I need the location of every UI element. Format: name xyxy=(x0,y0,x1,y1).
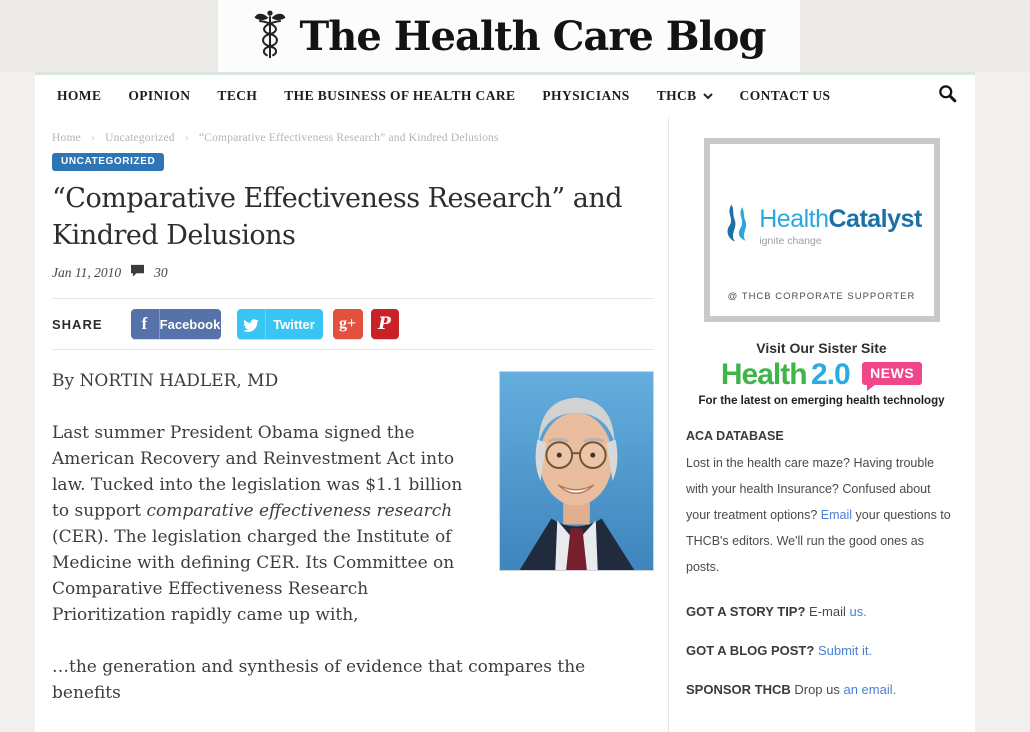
paragraph-text: Last summer President Obama signed the American Recovery and Reinvestment Act into law. Tucked into the legislation was $1.1 billion to support xyxy=(52,423,463,521)
facebook-share-button[interactable] xyxy=(131,309,221,339)
healthcatalyst-brand-health: Health xyxy=(759,204,829,233)
comment-count[interactable]: 30 xyxy=(154,264,168,280)
healthcatalyst-ad[interactable] xyxy=(704,138,940,322)
aca-text-after: your questions to THCB's editors. We'll run the good ones as posts. xyxy=(686,508,951,574)
sponsor-link[interactable]: an email. xyxy=(843,682,897,697)
nav-item-tech[interactable]: TECH xyxy=(217,88,258,103)
health20-link[interactable] xyxy=(686,358,957,392)
twitter-icon xyxy=(237,309,266,339)
breadcrumb-home[interactable]: Home xyxy=(52,132,81,144)
story-tip-text: E-mail xyxy=(805,604,850,619)
paragraph-text: (CER). The legislation charged the Institute of Medicine with defining CER. Its Committee on Comparative Effectiveness Research Prioritization rapidly came up with, xyxy=(52,527,455,625)
share-label: SHARE xyxy=(52,316,103,332)
breadcrumb-separator: › xyxy=(90,132,96,144)
aca-database-heading: ACA DATABASE xyxy=(686,429,784,443)
paragraph-italic-text: comparative effectiveness research xyxy=(146,501,453,521)
article-meta xyxy=(52,264,654,281)
sponsor-heading: SPONSOR THCB xyxy=(686,682,791,697)
search-icon xyxy=(938,84,957,108)
nav-item-thcb[interactable] xyxy=(657,88,713,104)
site-title: The Health Care Blog xyxy=(299,12,766,60)
breadcrumb-current-page: “Comparative Effectiveness Research” and Kindred Delusions xyxy=(198,132,499,144)
pinterest-icon: P xyxy=(378,314,391,334)
search-button[interactable] xyxy=(938,84,957,108)
news-badge: NEWS xyxy=(862,362,922,385)
main-nav xyxy=(35,72,975,117)
email-link[interactable]: Email xyxy=(820,508,853,522)
sister-site-tagline: For the latest on emerging health technology xyxy=(698,395,945,407)
facebook-share-label: Facebook xyxy=(159,316,221,332)
masthead xyxy=(0,0,1030,72)
sidebar xyxy=(669,117,975,732)
aca-database-text xyxy=(686,450,957,580)
sister-site-heading: Visit Our Sister Site xyxy=(756,340,887,356)
sponsor-line xyxy=(686,682,957,697)
breadcrumb-separator: › xyxy=(184,132,189,144)
caduceus-icon xyxy=(253,8,287,65)
googleplus-share-button[interactable] xyxy=(333,309,363,339)
blog-post-line xyxy=(686,643,957,658)
googleplus-icon: g+ xyxy=(338,315,357,332)
story-tip-heading: GOT A STORY TIP? xyxy=(686,604,806,619)
story-tip-line xyxy=(686,604,957,619)
article-quote: …the generation and synthesis of evidence that compares the benefits xyxy=(52,657,586,703)
chevron-down-icon xyxy=(703,88,713,104)
nav-item-thcb-label: THCB xyxy=(656,88,697,103)
blog-post-link[interactable]: Submit it. xyxy=(817,643,873,658)
flame-icon xyxy=(721,202,751,249)
healthcatalyst-logo xyxy=(721,202,922,249)
health20-brand-version: 2.0 xyxy=(810,358,850,391)
article-byline: By NORTIN HADLER, MD xyxy=(52,371,279,391)
nav-item-business-of-health-care[interactable]: THE BUSINESS OF HEALTH CARE xyxy=(284,88,516,103)
nav-item-opinion[interactable]: OPINION xyxy=(128,88,191,103)
nav-item-home[interactable]: HOME xyxy=(57,88,102,103)
sister-site-widget xyxy=(686,340,957,407)
article-body xyxy=(52,350,654,706)
twitter-share-label: Twitter xyxy=(273,316,315,332)
health20-brand-health: Health xyxy=(720,358,807,391)
healthcatalyst-tagline: ignite change xyxy=(759,234,822,247)
page-title: “Comparative Effectiveness Research” and Kindred Delusions xyxy=(52,183,622,251)
ad-caption: @ THCB CORPORATE SUPPORTER xyxy=(727,291,916,302)
story-tip-link[interactable]: us. xyxy=(849,604,867,619)
aca-text-before: Lost in the health care maze? Having trouble with your health Insurance? Confused about your treatment options? xyxy=(686,456,935,522)
nav-item-contact-us[interactable]: CONTACT US xyxy=(739,88,831,103)
breadcrumb xyxy=(52,132,654,144)
author-photo xyxy=(499,371,654,571)
nav-item-physicians[interactable]: PHYSICIANS xyxy=(542,88,630,103)
publish-date: Jan 11, 2010 xyxy=(52,264,122,280)
article-column xyxy=(35,117,669,732)
breadcrumb-category[interactable]: Uncategorized xyxy=(105,132,175,144)
healthcatalyst-brand-catalyst: Catalyst xyxy=(828,204,922,233)
sponsor-text: Drop us xyxy=(790,682,844,697)
pinterest-share-button[interactable] xyxy=(371,309,399,339)
facebook-icon: f xyxy=(131,309,160,339)
site-logo[interactable] xyxy=(218,0,800,72)
twitter-share-button[interactable] xyxy=(237,309,323,339)
main-area xyxy=(35,117,975,732)
comment-icon xyxy=(130,264,145,281)
blog-post-heading: GOT A BLOG POST? xyxy=(686,643,815,658)
share-row xyxy=(52,299,654,349)
aca-database-section xyxy=(686,429,957,580)
category-badge[interactable]: UNCATEGORIZED xyxy=(52,153,164,171)
